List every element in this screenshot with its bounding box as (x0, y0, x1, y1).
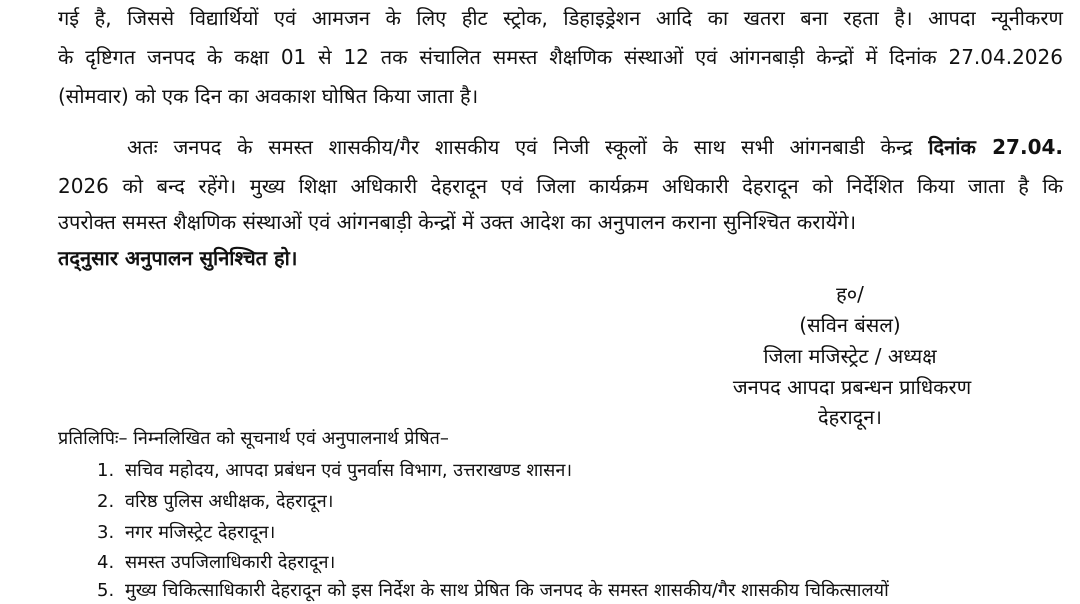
item-number: 5. (97, 580, 115, 601)
paragraph1-line2: के दृष्टिगत जनपद के कक्षा 01 से 12 तक संचालित समस्त शैक्षणिक संस्थाओं एवं आंगनबाड़ी केन्द्रों में दिनांक 27.04.2026 (58, 45, 1063, 69)
item-number: 4. (97, 552, 115, 573)
copy-to-item (97, 520, 275, 546)
copy-to-item (97, 458, 572, 484)
item-text: सचिव महोदय, आपदा प्रबंधन एवं पुनर्वास विभाग, उत्तराखण्ड शासन। (125, 460, 573, 481)
paragraph2-line1 (127, 133, 1063, 161)
compliance-statement: तद्नुसार अनुपालन सुनिश्चित हो। (58, 246, 298, 270)
copy-to-heading: प्रतिलिपिः– निम्नलिखित को सूचनार्थ एवं अनुपालनार्थ प्रेषित– (58, 428, 449, 449)
signatory-name: (सविन बंसल) (799, 313, 901, 337)
item-number: 2. (97, 491, 115, 512)
item-text: मुख्य चिकित्साधिकारी देहरादून को इस निर्देश के साथ प्रेषित कि जनपद के समस्त शासकीय/गैर शासकीय चिकित्सालयों (125, 580, 889, 601)
item-text: समस्त उपजिलाधिकारी देहरादून। (125, 552, 336, 573)
copy-to-item (97, 578, 889, 604)
paragraph1-line1: गई है, जिससे विद्यार्थियों एवं आमजन के लिए हीट स्ट्रोक, डिहाइड्रेशन आदि का खतरा बना रहता है। आपदा न्यूनीकरण (58, 6, 1063, 30)
signature-mark: ह०/ (836, 282, 864, 306)
signatory-authority: जनपद आपदा प्रबन्धन प्राधिकरण (732, 375, 972, 399)
item-text: नगर मजिस्ट्रेट देहरादून। (125, 522, 276, 543)
paragraph2-line2: 2026 को बन्द रहेंगे। मुख्य शिक्षा अधिकारी देहरादून एवं जिला कार्यक्रम अधिकारी देहरादून को निर्देशित किया जाता है कि (58, 174, 1063, 198)
copy-to-item (97, 489, 334, 515)
item-text: वरिष्ठ पुलिस अधीक्षक, देहरादून। (125, 491, 334, 512)
copy-to-item (97, 550, 335, 576)
paragraph2-date-bold: दिनांक 27.04. (928, 135, 1063, 159)
signatory-designation: जिला मजिस्ट्रेट / अध्यक्ष (763, 344, 937, 368)
paragraph2-line1-text: अतः जनपद के समस्त शासकीय/गैर शासकीय एवं निजी स्कूलों के साथ सभी आंगनबाडी केन्द्र (127, 135, 929, 159)
item-number: 3. (97, 522, 115, 543)
paragraph2-line3: उपरोक्त समस्त शैक्षणिक संस्थाओं एवं आंगनबाड़ी केन्द्रों में उक्त आदेश का अनुपालन कराना सुनिश्चित करायेंगे। (58, 210, 857, 234)
paragraph1-line3: (सोमवार) को एक दिन का अवकाश घोषित किया जाता है। (58, 84, 479, 108)
item-number: 1. (97, 460, 115, 481)
signatory-place: देहरादून। (818, 405, 882, 429)
